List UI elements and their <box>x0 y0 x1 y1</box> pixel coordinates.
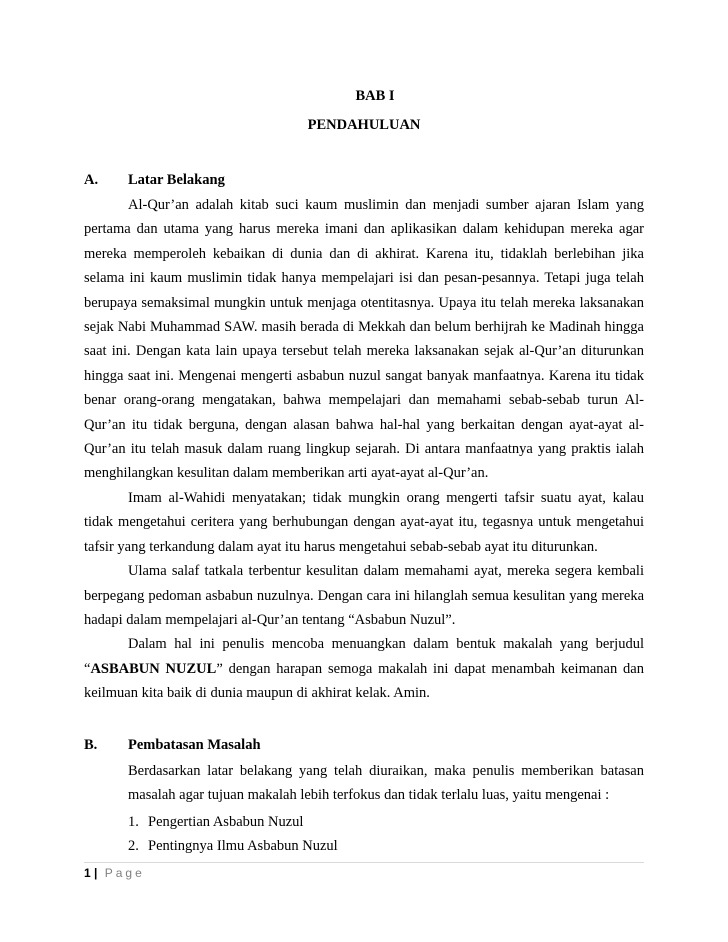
section-b-letter: B. <box>84 737 98 753</box>
page-number: 1 <box>84 866 91 880</box>
section-a-letter: A. <box>84 172 99 188</box>
problem-list <box>128 810 338 858</box>
paper-title-bold: ASBABUN NUZUL <box>90 660 217 677</box>
paragraph: Imam al-Wahidi menyatakan; tidak mungkin orang mengerti tafsir suatu ayat, kalau tidak mengetahui ceritera yang berhubungan dengan ayat-ayat itu, tegasnya untuk mengetahui tafsir yang terkandung dalam ayat itu harus mengetahui sebab-sebab ayat itu diturunkan. <box>84 489 644 555</box>
section-b-heading <box>84 737 261 754</box>
list-item: 2. Pentingnya Ilmu Asbabun Nuzul <box>128 838 338 854</box>
page-footer <box>84 866 145 880</box>
chapter-label: BAB I <box>355 88 395 104</box>
section-b-title: Pembatasan Masalah <box>128 737 261 753</box>
page-label: Page <box>104 866 145 880</box>
paragraph <box>84 632 644 705</box>
section-a-heading <box>84 172 225 189</box>
list-item: 1. Pengertian Asbabun Nuzul <box>128 814 304 830</box>
paragraph-text: ” dengan harapan semoga makalah ini dapat menambah keimanan dan keilmuan kita baik di dunia maupun di akhirat kelak. Amin. <box>84 660 644 702</box>
footer-separator: | <box>94 866 98 880</box>
paragraph: Berdasarkan latar belakang yang telah diuraikan, maka penulis memberikan batasan masalah agar tujuan makalah lebih terfokus dan tidak terlalu luas, yaitu mengenai : <box>128 763 644 804</box>
paragraph-text: Dalam hal ini penulis mencoba menuangkan dalam bentuk makalah yang berjudul “ <box>84 636 644 677</box>
section-a-title: Latar Belakang <box>128 172 225 188</box>
paragraph: Al-Qur’an adalah kitab suci kaum muslimin dan menjadi sumber ajaran Islam yang pertama dan utama yang harus mereka imani dan aplikasikan dalam kehidupan mereka agar mereka memperoleh kebaikan di dunia dan di akhirat. Karena itu, tidaklah berlebihan jika selama ini kaum muslimin tidak hanya mempelajari isi dan pesan-pesannya. Tetapi juga telah berupaya semaksimal mungkin untuk menjaga otentitasnya. Upaya itu telah mereka laksanakan sejak Nabi Muhammad SAW. masih berada di Mekkah dan belum berhijrah ke Madinah hingga saat ini. Dengan kata lain upaya tersebut telah mereka laksanakan sejak al-Qur’an diturunkan hingga saat ini. Mengenai mengerti asbabun nuzul sangat banyak manfaatnya. Karena itu tidak benar orang-orang mengatakan, bahwa mempelajari dan memahami sebab-sebab turun Al-Qur’an itu tidak berguna, dengan alasan bahwa hal-hal yang berkaitan dengan ayat-ayat al-Qur’an itu telah masuk dalam ruang lingkup sejarah. Di antara manfaatnya yang praktis ialah menghilangkan kesulitan dalam memberikan arti ayat-ayat al-Qur’an. <box>84 197 644 482</box>
paragraph: Ulama salaf tatkala terbentur kesulitan dalam memahami ayat, mereka segera kembali berpegang pedoman asbabun nuzulnya. Dengan cara ini hilanglah semua kesulitan yang mereka hadapi dalam mempelajari al-Qur’an tentang “Asbabun Nuzul”. <box>84 563 644 628</box>
section-a-body <box>84 193 644 706</box>
footer-divider <box>84 862 644 863</box>
chapter-title: PENDAHULUAN <box>307 117 421 133</box>
section-b-intro <box>128 759 644 808</box>
